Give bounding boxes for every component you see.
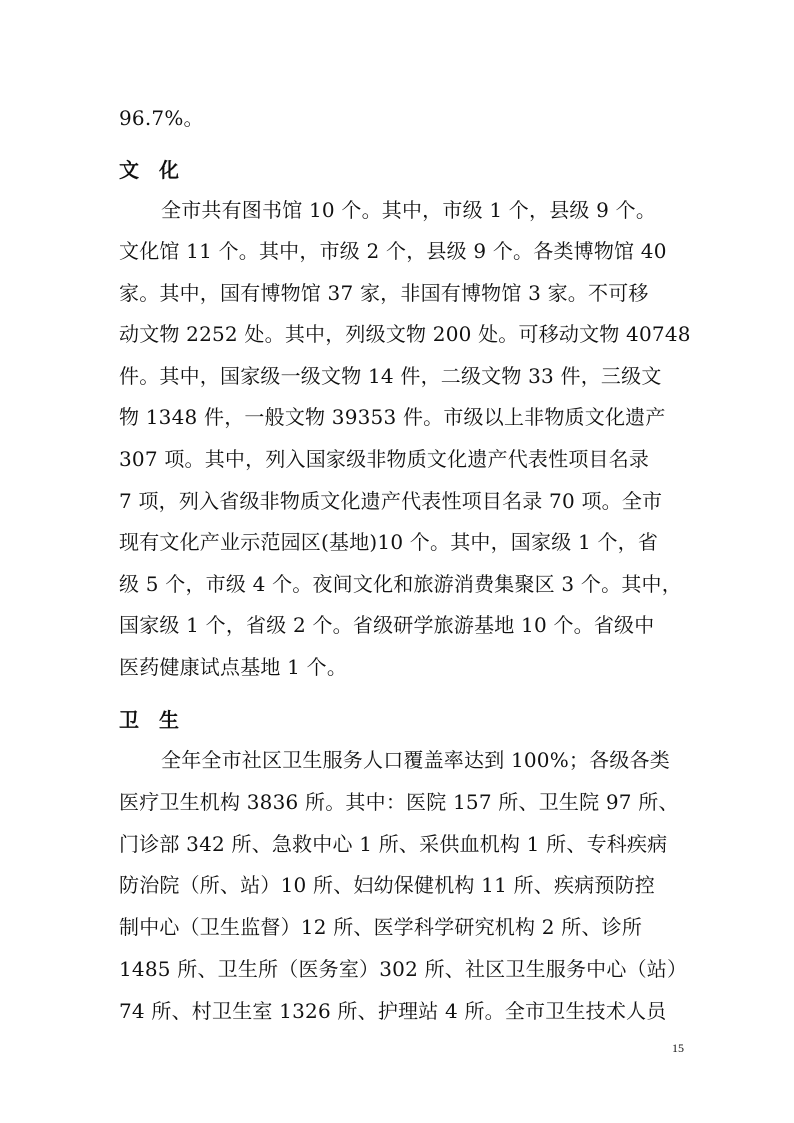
paragraph-line: 件。其中，国家级一级文物 14 件，二级文物 33 件，三级文 — [119, 364, 662, 388]
paragraph-line: 防治院（所、站）10 所、妇幼保健机构 11 所、疾病预防控 — [119, 873, 655, 897]
paragraph-line: 家。其中，国有博物馆 37 家，非国有博物馆 3 家。不可移 — [119, 281, 649, 305]
paragraph-line: 动文物 2252 处。其中，列级文物 200 处。可移动文物 40748 — [119, 322, 691, 346]
paragraph-line: 医药健康试点基地 1 个。 — [119, 655, 348, 679]
paragraph-line: 全年全市社区卫生服务人口覆盖率达到 100%；各级各类 — [161, 748, 670, 772]
section-title-culture: 文化 — [119, 158, 199, 182]
continuation-text: 96.7%。 — [119, 106, 204, 130]
paragraph-line: 级 5 个，市级 4 个。夜间文化和旅游消费集聚区 3 个。其中， — [119, 572, 682, 596]
paragraph-line: 门诊部 342 所、急救中心 1 所、采供血机构 1 所、专科疾病 — [119, 832, 668, 856]
paragraph-line: 307 项。其中，列入国家级非物质文化遗产代表性项目名录 — [119, 447, 650, 471]
paragraph-line: 全市共有图书馆 10 个。其中，市级 1 个，县级 9 个。 — [161, 198, 657, 222]
paragraph-line: 物 1348 件，一般文物 39353 件。市级以上非物质文化遗产 — [119, 405, 666, 429]
paragraph-line: 现有文化产业示范园区(基地)10 个。其中，国家级 1 个，省 — [119, 530, 659, 554]
section-title-health: 卫生 — [119, 708, 199, 732]
paragraph-line: 74 所、村卫生室 1326 所、护理站 4 所。全市卫生技术人员 — [119, 999, 667, 1023]
paragraph-line: 1485 所、卫生所（医务室）302 所、社区卫生服务中心（站） — [119, 957, 688, 981]
paragraph-line: 7 项，列入省级非物质文化遗产代表性项目名录 70 项。全市 — [119, 489, 663, 513]
paragraph-line: 制中心（卫生监督）12 所、医学科学研究机构 2 所、诊所 — [119, 915, 643, 939]
paragraph-line: 医疗卫生机构 3836 所。其中：医院 157 所、卫生院 97 所、 — [119, 790, 679, 814]
page-number: 15 — [672, 1041, 684, 1055]
paragraph-line: 国家级 1 个，省级 2 个。省级研学旅游基地 10 个。省级中 — [119, 613, 655, 637]
paragraph-line: 文化馆 11 个。其中，市级 2 个，县级 9 个。各类博物馆 40 — [119, 239, 667, 263]
